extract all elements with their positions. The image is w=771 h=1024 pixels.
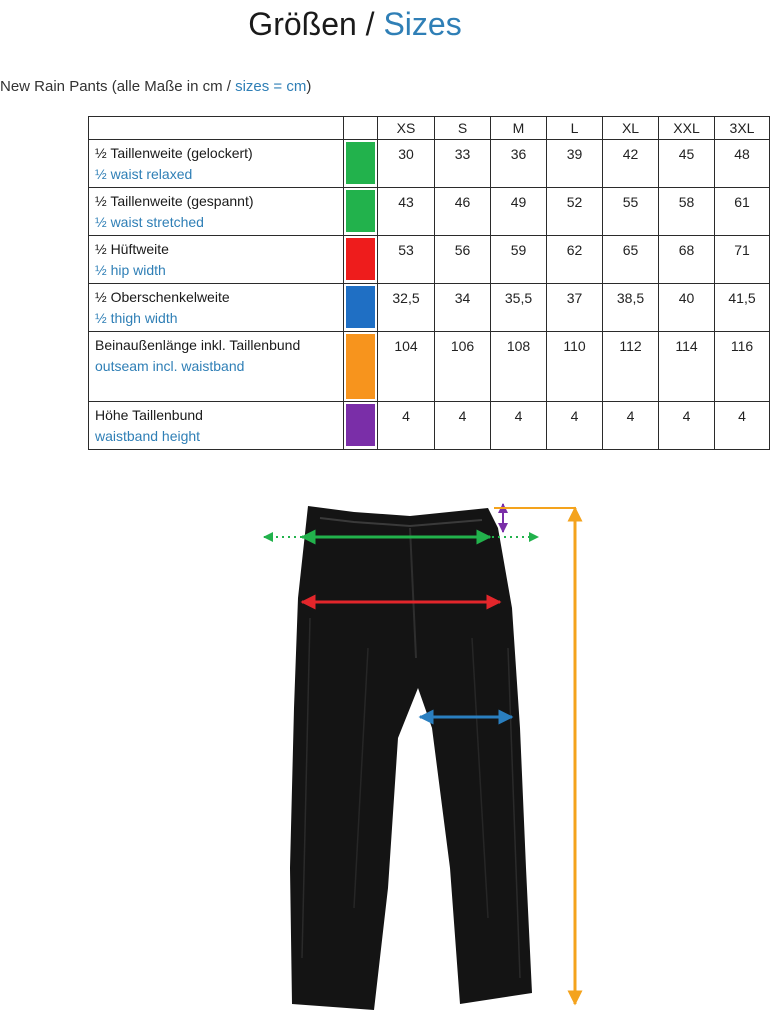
size-value-cell: 4 xyxy=(547,402,603,450)
size-value-cell: 39 xyxy=(547,140,603,188)
measurement-label-de: Beinaußenlänge inkl. Taillenbund xyxy=(95,337,301,353)
measurement-label-de: ½ Taillenweite (gelockert) xyxy=(95,145,253,161)
size-value-cell: 52 xyxy=(547,188,603,236)
size-value-cell: 30 xyxy=(378,140,435,188)
size-value-cell: 116 xyxy=(715,332,770,402)
column-header: XS xyxy=(378,117,435,140)
size-value-cell: 4 xyxy=(378,402,435,450)
table-row xyxy=(89,284,770,332)
size-value-cell: 71 xyxy=(715,236,770,284)
subtitle-en: sizes = cm xyxy=(235,78,307,95)
color-swatch-cell xyxy=(344,284,378,332)
title-de: Größen xyxy=(248,6,357,42)
color-swatch xyxy=(346,238,375,280)
size-value-cell: 4 xyxy=(435,402,491,450)
measurement-label-en: outseam incl. waistband xyxy=(95,358,245,374)
measurement-label xyxy=(89,140,344,188)
size-value-cell: 55 xyxy=(603,188,659,236)
size-value-cell: 48 xyxy=(715,140,770,188)
size-value-cell: 58 xyxy=(659,188,715,236)
table-row xyxy=(89,402,770,450)
size-value-cell: 4 xyxy=(659,402,715,450)
size-value-cell: 46 xyxy=(435,188,491,236)
size-value-cell: 34 xyxy=(435,284,491,332)
table-row xyxy=(89,188,770,236)
measurement-label-en: ½ waist relaxed xyxy=(95,166,193,182)
table-row xyxy=(89,236,770,284)
size-value-cell: 4 xyxy=(603,402,659,450)
measurement-label-de: ½ Hüftweite xyxy=(95,241,169,257)
column-header: 3XL xyxy=(715,117,770,140)
measurement-label-en: ½ waist stretched xyxy=(95,214,204,230)
size-value-cell: 36 xyxy=(491,140,547,188)
color-swatch-cell xyxy=(344,332,378,402)
size-value-cell: 65 xyxy=(603,236,659,284)
column-header: XXL xyxy=(659,117,715,140)
size-value-cell: 106 xyxy=(435,332,491,402)
measurement-label-de: ½ Taillenweite (gespannt) xyxy=(95,193,254,209)
size-value-cell: 40 xyxy=(659,284,715,332)
color-swatch xyxy=(346,286,375,328)
title-separator: / xyxy=(356,6,384,42)
header-row xyxy=(89,117,770,140)
pants-diagram xyxy=(250,488,590,1024)
measurement-label-de: Höhe Taillenbund xyxy=(95,407,203,423)
size-value-cell: 112 xyxy=(603,332,659,402)
size-value-cell: 68 xyxy=(659,236,715,284)
size-table xyxy=(88,116,770,450)
measurement-label xyxy=(89,236,344,284)
header-color-cell xyxy=(344,117,378,140)
color-swatch xyxy=(346,142,375,184)
measurement-label xyxy=(89,188,344,236)
size-value-cell: 32,5 xyxy=(378,284,435,332)
color-swatch xyxy=(346,190,375,232)
color-swatch-cell xyxy=(344,188,378,236)
size-value-cell: 35,5 xyxy=(491,284,547,332)
size-value-cell: 61 xyxy=(715,188,770,236)
header-label-cell xyxy=(89,117,344,140)
color-swatch-cell xyxy=(344,402,378,450)
size-value-cell: 56 xyxy=(435,236,491,284)
title-en: Sizes xyxy=(383,6,462,42)
measurement-label-en: ½ hip width xyxy=(95,262,166,278)
measurement-label xyxy=(89,332,344,402)
measurement-label-en: waistband height xyxy=(95,428,201,444)
size-value-cell: 62 xyxy=(547,236,603,284)
color-swatch xyxy=(346,404,375,446)
table-row xyxy=(89,140,770,188)
page-title xyxy=(0,6,710,43)
size-value-cell: 37 xyxy=(547,284,603,332)
subtitle-end: ) xyxy=(306,78,312,95)
measurement-label xyxy=(89,284,344,332)
size-value-cell: 53 xyxy=(378,236,435,284)
measurement-label-en: ½ thigh width xyxy=(95,310,178,326)
size-value-cell: 4 xyxy=(715,402,770,450)
column-header: L xyxy=(547,117,603,140)
column-header: S xyxy=(435,117,491,140)
color-swatch xyxy=(346,334,375,399)
size-value-cell: 108 xyxy=(491,332,547,402)
size-value-cell: 59 xyxy=(491,236,547,284)
color-swatch-cell xyxy=(344,236,378,284)
column-header: XL xyxy=(603,117,659,140)
size-value-cell: 42 xyxy=(603,140,659,188)
table-row xyxy=(89,332,770,402)
subtitle xyxy=(0,78,311,95)
measurement-label xyxy=(89,402,344,450)
size-value-cell: 43 xyxy=(378,188,435,236)
size-value-cell: 41,5 xyxy=(715,284,770,332)
measurement-label-de: ½ Oberschenkelweite xyxy=(95,289,230,305)
size-value-cell: 33 xyxy=(435,140,491,188)
size-value-cell: 45 xyxy=(659,140,715,188)
size-value-cell: 49 xyxy=(491,188,547,236)
size-value-cell: 110 xyxy=(547,332,603,402)
rain-pants-illustration xyxy=(290,506,532,1010)
size-value-cell: 4 xyxy=(491,402,547,450)
color-swatch-cell xyxy=(344,140,378,188)
column-header: M xyxy=(491,117,547,140)
size-value-cell: 104 xyxy=(378,332,435,402)
size-value-cell: 114 xyxy=(659,332,715,402)
size-value-cell: 38,5 xyxy=(603,284,659,332)
subtitle-main: New Rain Pants (alle Maße in cm / xyxy=(0,78,231,95)
